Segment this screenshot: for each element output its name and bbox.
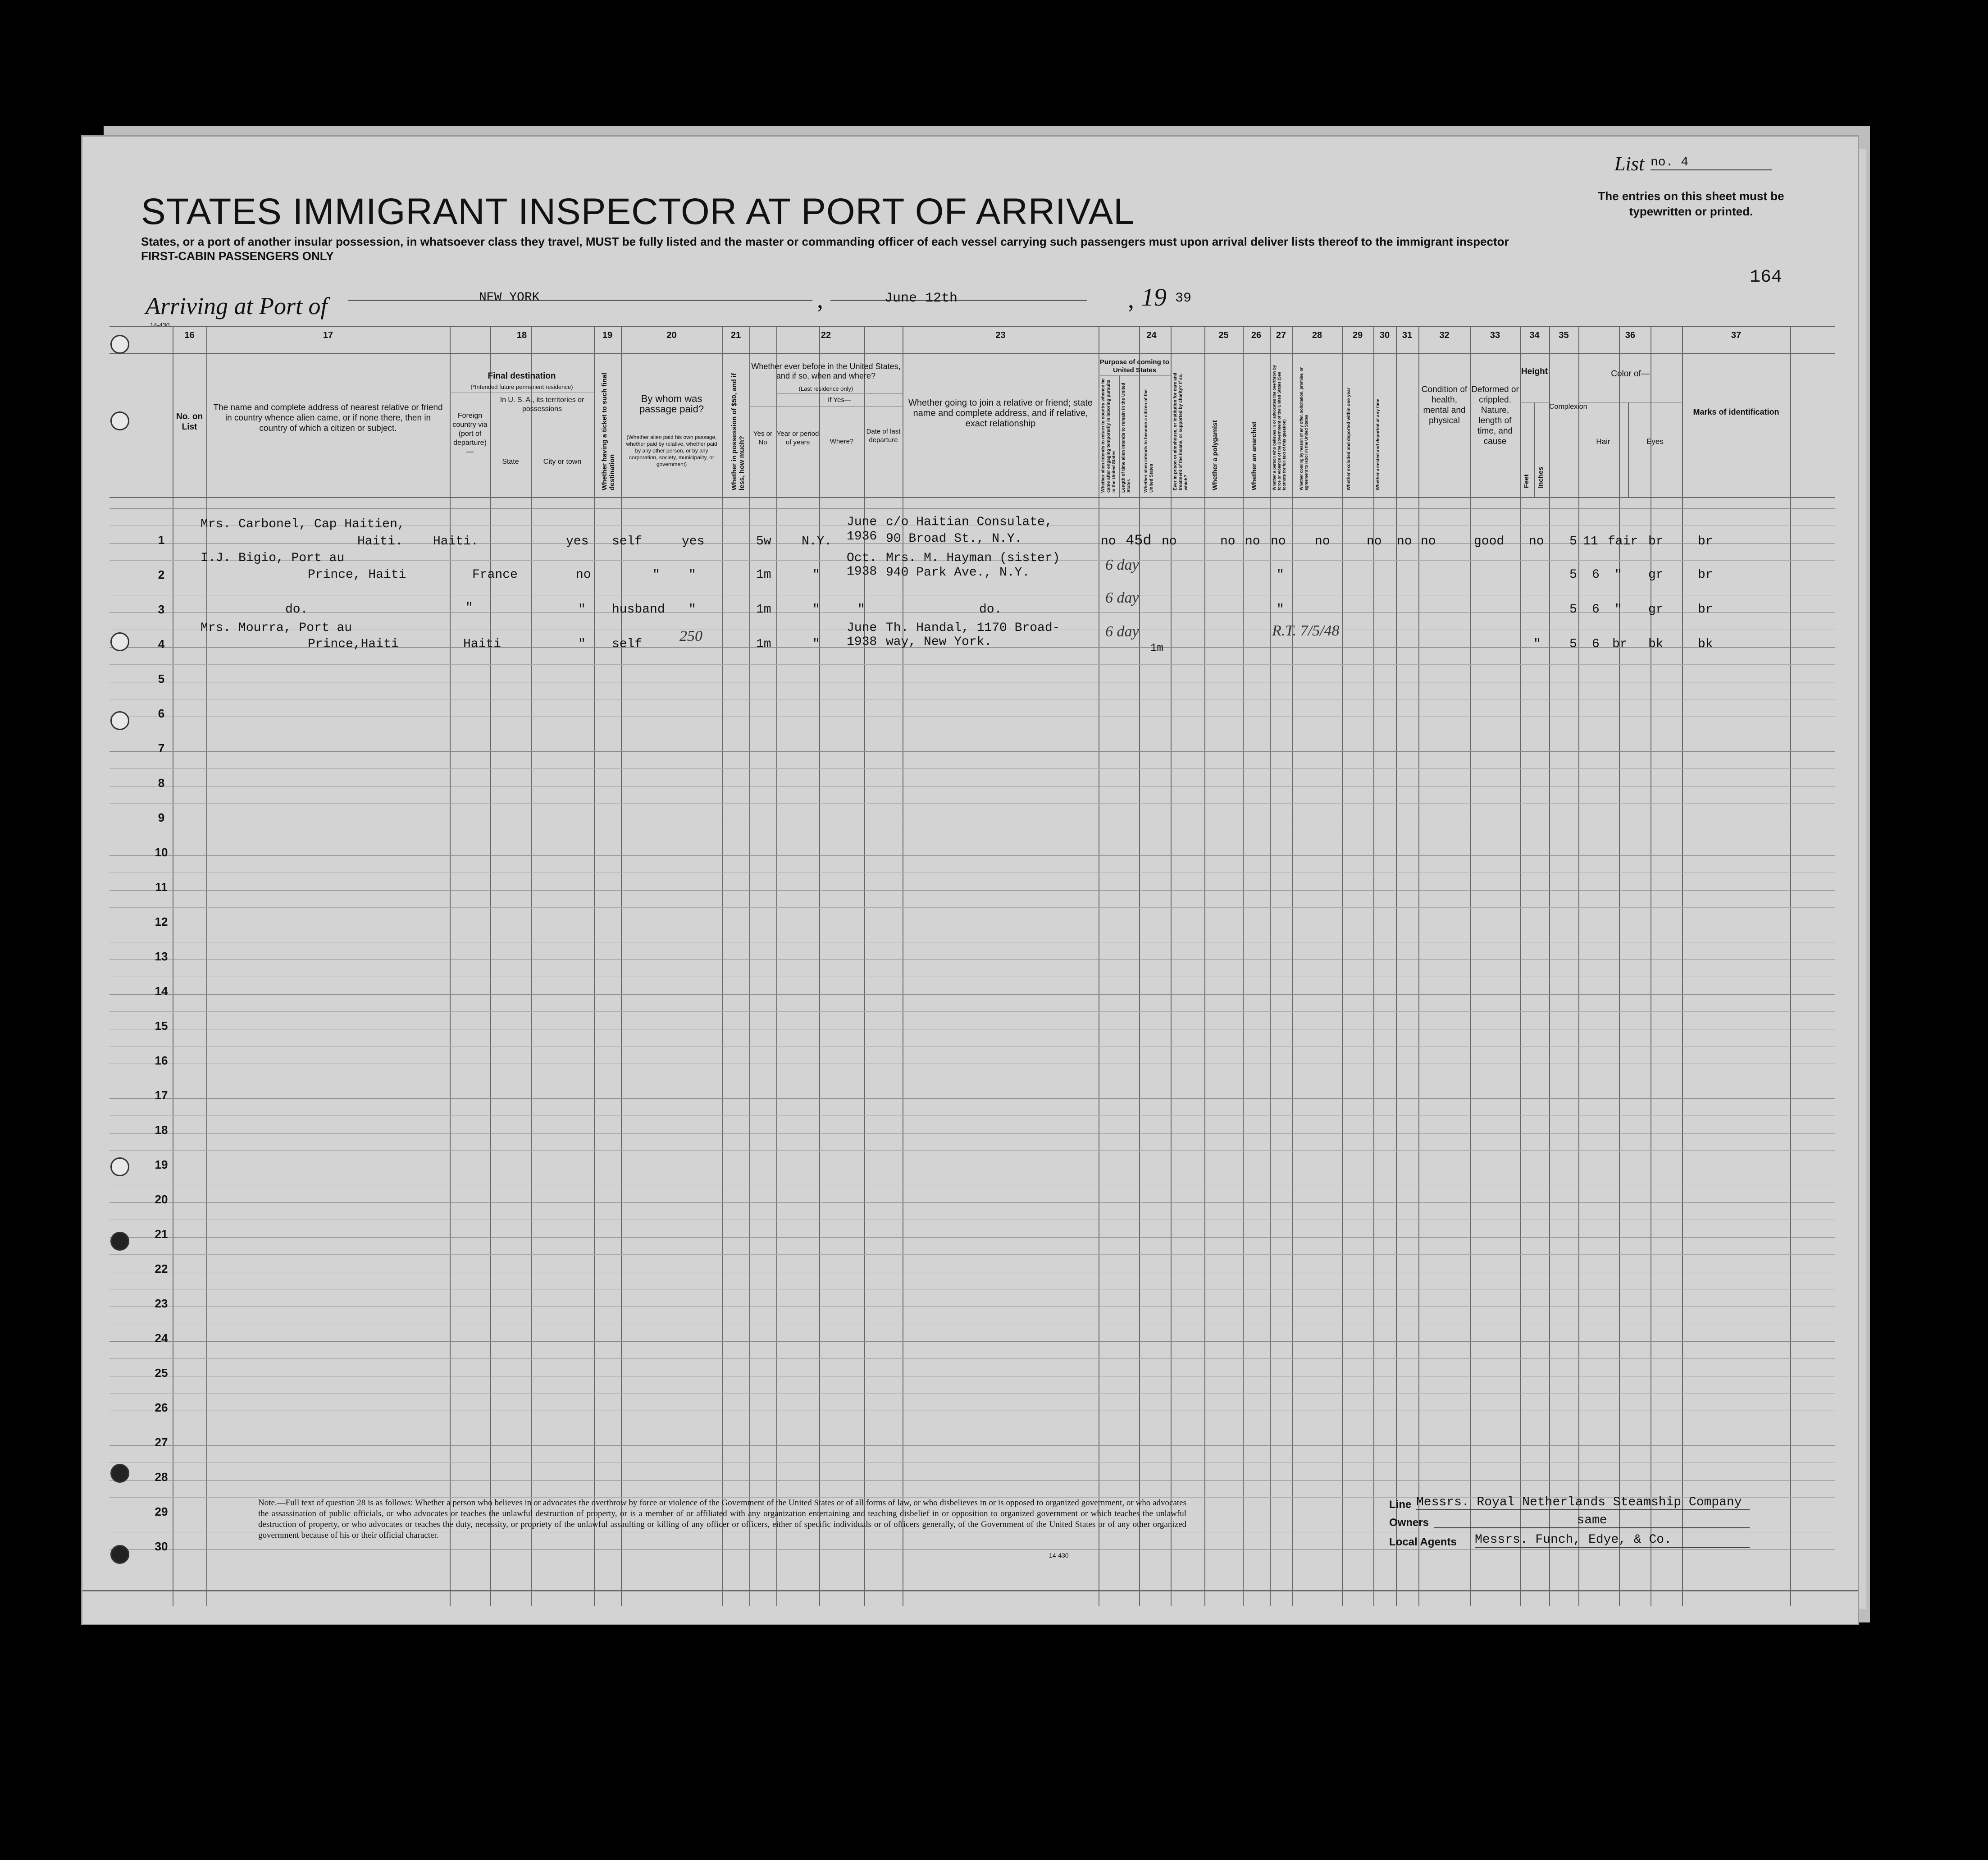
- row4-where: ": [812, 637, 820, 651]
- row3-years: 1m: [756, 603, 771, 617]
- row-rule-minor: [109, 1393, 1835, 1394]
- header-purpose: Purpose of coming to United States: [1099, 358, 1170, 374]
- punch-hole: [110, 1232, 129, 1251]
- header-no-on-list: No. on List: [176, 412, 203, 432]
- header-paid-by-note: (Whether alien paid his own passage, whether paid by relative, whether paid by any other person, or by any corporation, society, municipality, or government): [626, 434, 717, 467]
- row-number: 1: [158, 533, 165, 547]
- colnum-25: 25: [1218, 330, 1229, 340]
- row2-foreign: France: [472, 568, 518, 582]
- col-line: [1578, 326, 1579, 1606]
- list-number: no. 4: [1651, 155, 1772, 170]
- col-line: [819, 326, 820, 1606]
- punch-hole: [110, 411, 129, 430]
- row-number: 10: [155, 845, 168, 859]
- row-rule-minor: [109, 1358, 1835, 1359]
- subcol-line: [1628, 402, 1629, 497]
- row3-foreign: ": [465, 601, 473, 615]
- colnum-22: 22: [821, 330, 831, 340]
- row4-foreign: Haiti: [463, 637, 502, 651]
- colnum-23: 23: [995, 330, 1006, 340]
- row-rule: [109, 855, 1835, 856]
- line-label: Line: [1389, 1499, 1412, 1511]
- row1-years: 5w: [756, 535, 771, 548]
- header-overthrow: Whether a person who believes in or advocates the overthrow by force or violence of the Government of the United States (See footnote for full text of this question): [1272, 365, 1286, 490]
- subheader-line: [776, 393, 903, 394]
- row2-date-month: Oct.: [847, 551, 877, 565]
- row1-complexion: fair: [1608, 535, 1638, 548]
- row1-ticket: yes: [566, 535, 589, 548]
- row2-hair: gr: [1648, 568, 1664, 582]
- col-line: [1619, 326, 1620, 1606]
- owners-value: same: [1434, 1513, 1750, 1528]
- row4-date-year: 1938: [847, 635, 877, 649]
- colnum-line: [109, 353, 1835, 354]
- row-rule: [109, 1237, 1835, 1238]
- list-label: List: [1614, 153, 1645, 175]
- colnum-33: 33: [1490, 330, 1500, 340]
- header-period: Year or period of years: [776, 430, 819, 446]
- row4-ticket: ": [578, 637, 586, 651]
- row2-where: ": [812, 568, 820, 582]
- header-city: City or town: [543, 458, 582, 466]
- row-number: 26: [155, 1401, 168, 1414]
- header-prison: Ever in prison or almshouse, or institution for care and treatment of the insane, or supported by charity? If so, which?: [1173, 372, 1189, 490]
- row-rule: [109, 890, 1835, 891]
- row-rule: [109, 508, 1835, 509]
- row1-feet: 5: [1569, 535, 1577, 548]
- first-cabin-label: FIRST-CABIN PASSENGERS ONLY: [141, 249, 334, 263]
- row4-complexion: br: [1612, 637, 1628, 651]
- colnum-28: 28: [1312, 330, 1322, 340]
- date-underline: [830, 300, 1087, 301]
- punch-hole: [110, 1464, 129, 1483]
- row1-where: N.Y.: [802, 535, 832, 548]
- manifest-sheet: [81, 135, 1859, 1625]
- col-line: [722, 326, 723, 1606]
- row1-paid-by: self: [612, 535, 643, 548]
- row1-return: no: [1101, 535, 1116, 548]
- row-rule: [109, 1480, 1835, 1481]
- row3-complexion: ": [1614, 603, 1622, 617]
- col-line: [1171, 326, 1172, 1606]
- row3-inches: 6: [1592, 603, 1600, 617]
- row2-complexion: ": [1614, 568, 1622, 582]
- header-inches: Inches: [1537, 466, 1545, 488]
- col-line: [1243, 326, 1244, 1606]
- row-rule-minor: [109, 1150, 1835, 1151]
- row3-relative: do.: [285, 603, 308, 617]
- row-number: 15: [155, 1019, 168, 1033]
- punch-hole: [110, 335, 129, 354]
- col-line: [490, 326, 491, 1606]
- col-line: [531, 326, 532, 1606]
- header-final-destination-note: (*Intended future permanent residence): [470, 384, 573, 390]
- row4-eyes: bk: [1698, 637, 1713, 651]
- row-number: 4: [158, 637, 165, 651]
- row2-relative-line2: Prince, Haiti: [308, 568, 406, 582]
- col-line: [1418, 326, 1419, 1606]
- row3-feet: 5: [1569, 603, 1577, 617]
- header-complexion: Complexion: [1549, 403, 1587, 411]
- page-number: 164: [1750, 267, 1783, 288]
- col-line: [1470, 326, 1471, 1606]
- header-bottom-line: [109, 497, 1835, 498]
- col-line: [621, 326, 622, 1606]
- header-where: Where?: [830, 438, 854, 445]
- row-number: 25: [155, 1366, 168, 1380]
- header-ticket: Whether having a ticket to such final destination: [601, 373, 616, 490]
- row-number: 19: [155, 1158, 168, 1171]
- header-feet: Feet: [1523, 474, 1530, 488]
- row-number: 23: [155, 1297, 168, 1310]
- arrival-date: June 12th: [885, 291, 958, 306]
- header-state: State: [502, 458, 519, 466]
- row-rule: [109, 1341, 1835, 1342]
- header-health: Condition of health, mental and physical: [1421, 385, 1468, 425]
- row-number: 8: [158, 776, 165, 790]
- arriving-label: Arriving at Port of: [146, 292, 328, 320]
- colnum-19: 19: [602, 330, 613, 340]
- row1-relative-line1: Mrs. Carbonel, Cap Haitien,: [201, 517, 405, 531]
- subcol-line: [1534, 402, 1535, 497]
- row4-join-line2: way, New York.: [886, 635, 992, 649]
- row3-eyes: br: [1698, 603, 1713, 617]
- row2-paid-by: ": [652, 568, 660, 582]
- row-number: 28: [155, 1470, 168, 1484]
- colnum-24: 24: [1146, 330, 1157, 340]
- header-polygamist: Whether a polygamist: [1211, 420, 1219, 490]
- row4-years: 1m: [756, 637, 771, 651]
- row-number: 3: [158, 603, 165, 616]
- col-line: [749, 326, 750, 1606]
- port-underline: [348, 300, 812, 301]
- header-offer-labor: Whether coming by reason of any offer, solicitation, promise, or agreement to labor in the United States: [1299, 367, 1309, 490]
- row-number: 11: [155, 880, 168, 894]
- header-last-residence: (Last residence only): [798, 385, 853, 392]
- header-marks: Marks of identification: [1693, 407, 1779, 416]
- subheader-line: [1099, 375, 1171, 376]
- col-line: [1342, 326, 1343, 1606]
- year-suffix: 39: [1175, 291, 1192, 306]
- col-line: [1373, 326, 1374, 1606]
- col-line: [1682, 326, 1683, 1606]
- row2-date-year: 1938: [847, 565, 877, 579]
- row-rule-minor: [109, 1046, 1835, 1047]
- punch-hole: [110, 1545, 129, 1564]
- header-in-usa: In U. S. A., its territories or possessions: [500, 396, 584, 413]
- line-value: Messrs. Royal Netherlands Steamship Company: [1416, 1495, 1750, 1510]
- header-join-relative: Whether going to join a relative or friend; state name and complete address, and if relative, exact relationship: [908, 398, 1093, 429]
- row4-ditto-marks: ": [1533, 637, 1541, 651]
- row-number: 21: [155, 1227, 168, 1241]
- row1-date-month: June: [847, 515, 877, 529]
- colnum-30: 30: [1379, 330, 1390, 340]
- row1-join-line1: c/o Haitian Consulate,: [886, 515, 1053, 529]
- typewritten-instructions: The entries on this sheet must be typewritten or printed.: [1598, 189, 1784, 218]
- row2-eyes: br: [1698, 568, 1713, 582]
- row1-deformed: no: [1529, 535, 1544, 548]
- row4-handwritten-annotation: R.T. 7/5/48: [1272, 622, 1340, 639]
- row4-date-month: June: [847, 621, 877, 635]
- col-line: [1396, 326, 1397, 1606]
- colnum-31: 31: [1402, 330, 1413, 340]
- row1-join-line2: 90 Broad St., N.Y.: [886, 532, 1022, 546]
- row2-ditto-marks: ": [1277, 568, 1284, 582]
- header-eyes: Eyes: [1646, 437, 1664, 446]
- row2-join-line1: Mrs. M. Hayman (sister): [886, 551, 1060, 565]
- row-rule: [109, 1202, 1835, 1203]
- colnum-16: 16: [184, 330, 195, 340]
- header-if-yes: If Yes—: [828, 396, 851, 404]
- col-line: [1204, 326, 1205, 1606]
- colnum-32: 32: [1439, 330, 1450, 340]
- row3-money: ": [689, 603, 696, 617]
- comma-separator-2: ,: [1128, 286, 1134, 314]
- col-line: [1139, 326, 1140, 1606]
- header-excluded: Whether excluded and deported within one year: [1346, 388, 1351, 490]
- header-length-stay: Length of time alien intends to remain in the United States: [1121, 383, 1131, 493]
- row1-hair: br: [1648, 535, 1664, 548]
- row2-inches: 6: [1592, 568, 1600, 582]
- punch-hole: [110, 711, 129, 730]
- row-rule-minor: [109, 1254, 1835, 1255]
- row2-years: 1m: [756, 568, 771, 582]
- header-relative: The name and complete address of nearest relative or friend in country whence alien came, or if none there, then in country of which a citizen or subject.: [213, 403, 443, 433]
- row-rule-minor: [109, 907, 1835, 908]
- row-rule: [109, 994, 1835, 995]
- row1-foreign: Haiti.: [433, 535, 479, 548]
- row-number: 30: [155, 1540, 168, 1553]
- row-number: 14: [155, 984, 168, 998]
- row2-money: ": [689, 568, 696, 582]
- row-rule: [109, 1445, 1835, 1446]
- row-rule: [109, 751, 1835, 752]
- row4-paid-by: self: [612, 637, 643, 651]
- row4-money-handwritten: 250: [679, 628, 702, 644]
- row-rule: [109, 1549, 1835, 1550]
- header-color-of: Color of—: [1611, 369, 1650, 379]
- row1-citizen: no: [1162, 535, 1177, 548]
- row2-feet: 5: [1569, 568, 1577, 582]
- row-number: 13: [155, 950, 168, 963]
- row2-relative-line1: I.J. Bigio, Port au: [201, 551, 345, 565]
- row3-hair: gr: [1648, 603, 1664, 617]
- header-fifty-dollars: Whether in possession of $50, and if less, how much?: [730, 373, 746, 490]
- punch-hole: [110, 632, 129, 651]
- row3-handwritten-length: 6 day: [1105, 590, 1139, 606]
- row1-length: 45d: [1126, 532, 1152, 549]
- row3-join: do.: [979, 603, 1002, 617]
- row-rule-minor: [109, 1115, 1835, 1116]
- footer-divider: [82, 1590, 1858, 1591]
- colnum-34: 34: [1529, 330, 1540, 340]
- row-number: 22: [155, 1262, 168, 1275]
- row-rule-minor: [109, 1011, 1835, 1012]
- subheader-line: [1578, 402, 1682, 403]
- row1-eyes: br: [1698, 535, 1713, 548]
- header-become-citizen: Whether alien intends to become a citizen of the United States: [1144, 389, 1154, 493]
- header-deported: Whether arrested and deported at any time: [1376, 398, 1381, 490]
- row-number: 20: [155, 1193, 168, 1206]
- row1-health: good: [1474, 535, 1505, 548]
- row-number: 17: [155, 1088, 168, 1102]
- grid-top-line: [109, 326, 1835, 327]
- header-yes-no: Yes or No: [753, 430, 772, 446]
- colnum-18: 18: [516, 330, 527, 340]
- page-title: STATES IMMIGRANT INSPECTOR AT PORT OF ARRIVAL: [141, 191, 1135, 232]
- row4-hair: bk: [1648, 637, 1664, 651]
- header-last-departure: Date of last departure: [866, 428, 901, 444]
- row4-join-line1: Th. Handal, 1170 Broad-: [886, 621, 1060, 635]
- local-agents-value: Messrs. Funch, Edye, & Co.: [1475, 1533, 1750, 1548]
- row1-inches: 11: [1583, 535, 1598, 548]
- header-deformed: Deformed or crippled. Nature, length of time, and cause: [1471, 385, 1519, 446]
- header-ever-before: Whether ever before in the United States, and if so, when and where?: [751, 362, 901, 380]
- colnum-17: 17: [323, 330, 333, 340]
- subcol-line: [490, 393, 491, 497]
- punch-hole: [110, 1157, 129, 1176]
- subtitle-instructions: States, or a port of another insular possession, in whatsoever class they travel, MUST be fully listed and the master or commanding officer of each vessel carrying such passengers must upon arrival deliver lists thereof to the immigrant inspector: [141, 235, 1509, 248]
- colnum-26: 26: [1251, 330, 1262, 340]
- row1-prison: no: [1220, 535, 1236, 548]
- row4-feet: 5: [1569, 637, 1577, 651]
- form-number-top: 14-430: [150, 321, 170, 329]
- row3-ditto-marks: ": [1277, 603, 1284, 617]
- row-number: 27: [155, 1435, 168, 1449]
- row-rule-minor: [109, 768, 1835, 769]
- row1-excluded: no: [1397, 535, 1412, 548]
- col-line: [1270, 326, 1271, 1606]
- row1-money: yes: [682, 535, 705, 548]
- row2-ticket: no: [576, 568, 591, 582]
- row-number: 9: [158, 811, 165, 824]
- colnum-37: 37: [1731, 330, 1742, 340]
- colnum-27: 27: [1276, 330, 1286, 340]
- row2-join-line2: 940 Park Ave., N.Y.: [886, 566, 1030, 580]
- row-number: 6: [158, 707, 165, 720]
- row-rule-minor: [109, 1462, 1835, 1463]
- row1-anarchist: no: [1271, 535, 1286, 548]
- row-rule-minor: [109, 664, 1835, 665]
- header-final-destination: Final destination: [488, 371, 556, 381]
- form-number-bottom: 14-430: [1049, 1552, 1069, 1559]
- row3-where: ": [812, 603, 820, 617]
- col-line: [776, 326, 777, 1606]
- row-number: 2: [158, 568, 165, 581]
- header-paid-by: By whom was passage paid?: [639, 393, 704, 415]
- row-number: 5: [158, 672, 165, 686]
- subcol-line: [1119, 375, 1120, 497]
- col-line: [450, 326, 451, 1606]
- header-hair: Hair: [1596, 437, 1610, 446]
- col-line: [1549, 326, 1550, 1606]
- row4-handwritten-length: 6 day: [1105, 623, 1139, 640]
- row3-ticket: ": [578, 603, 586, 617]
- row-number: 18: [155, 1123, 168, 1137]
- row-number: 24: [155, 1331, 168, 1345]
- row1-polygamist: no: [1245, 535, 1260, 548]
- row-rule-minor: [109, 803, 1835, 804]
- colnum-35: 35: [1559, 330, 1569, 340]
- row1-date-year: 1936: [847, 530, 877, 544]
- comma-separator: ,: [817, 286, 823, 314]
- row2-handwritten-length: 6 day: [1105, 557, 1139, 573]
- colnum-29: 29: [1352, 330, 1363, 340]
- colnum-21: 21: [730, 330, 741, 340]
- port-name: NEW YORK: [479, 291, 540, 305]
- col-line: [1790, 326, 1791, 1606]
- header-anarchist: Whether an anarchist: [1250, 421, 1258, 490]
- row1-labor: no: [1367, 535, 1382, 548]
- local-agents-label: Local Agents: [1389, 1536, 1457, 1548]
- row4-length: 1m: [1150, 642, 1163, 654]
- row1-overthrow: no: [1315, 535, 1330, 548]
- row4-relative-line2: Prince,Haiti: [308, 637, 399, 651]
- row3-date: ": [857, 603, 865, 617]
- row3-paid-by: husband: [612, 603, 665, 617]
- row-rule: [109, 1098, 1835, 1099]
- row1-relative-line2: Haiti.: [357, 535, 403, 548]
- colnum-20: 20: [666, 330, 677, 340]
- year-prefix: 19: [1141, 283, 1167, 311]
- header-foreign-country: Foreign country via (port of departure)—: [452, 412, 488, 456]
- header-return: Whether alien intends to return to country whence he came after engaging temporarily in laboring pursuits in the United States: [1101, 378, 1117, 493]
- col-line: [594, 326, 595, 1606]
- row-number: 7: [158, 741, 165, 755]
- col-line: [1292, 326, 1293, 1606]
- row-number: 12: [155, 915, 168, 928]
- footnote-question-28: Note.—Full text of question 28 is as follows: Whether a person who believes in or advocates the overthrow by force or violence of the Government of the United States or of all forms of law, or who disbelieves in or is opposed to organized government, or who advocates the assassination of public officials, or who advocates or teaches the unlawful destruction of property, or is a member of or affiliated with any organization entertaining and teaching disbelief in or opposition to organized government or which teaches the unlawful destruction of property, or who advocates or teaches the duty, necessity, or propriety of the unlawful assaulting or killing of any officer or officers, either of specific individuals or of officers generally, of the Government of the United States or of any other organized government because of his or their official character.: [258, 1498, 1186, 1540]
- row-number: 16: [155, 1054, 168, 1067]
- row4-inches: 6: [1592, 637, 1600, 651]
- colnum-36: 36: [1625, 330, 1636, 340]
- subheader-line: [749, 406, 903, 407]
- col-line: [1520, 326, 1521, 1606]
- header-height: Height: [1521, 367, 1548, 376]
- owners-label: Owners: [1389, 1517, 1429, 1529]
- row-number: 29: [155, 1505, 168, 1518]
- row4-relative-line1: Mrs. Mourra, Port au: [201, 621, 352, 635]
- row1-deported: no: [1421, 535, 1436, 548]
